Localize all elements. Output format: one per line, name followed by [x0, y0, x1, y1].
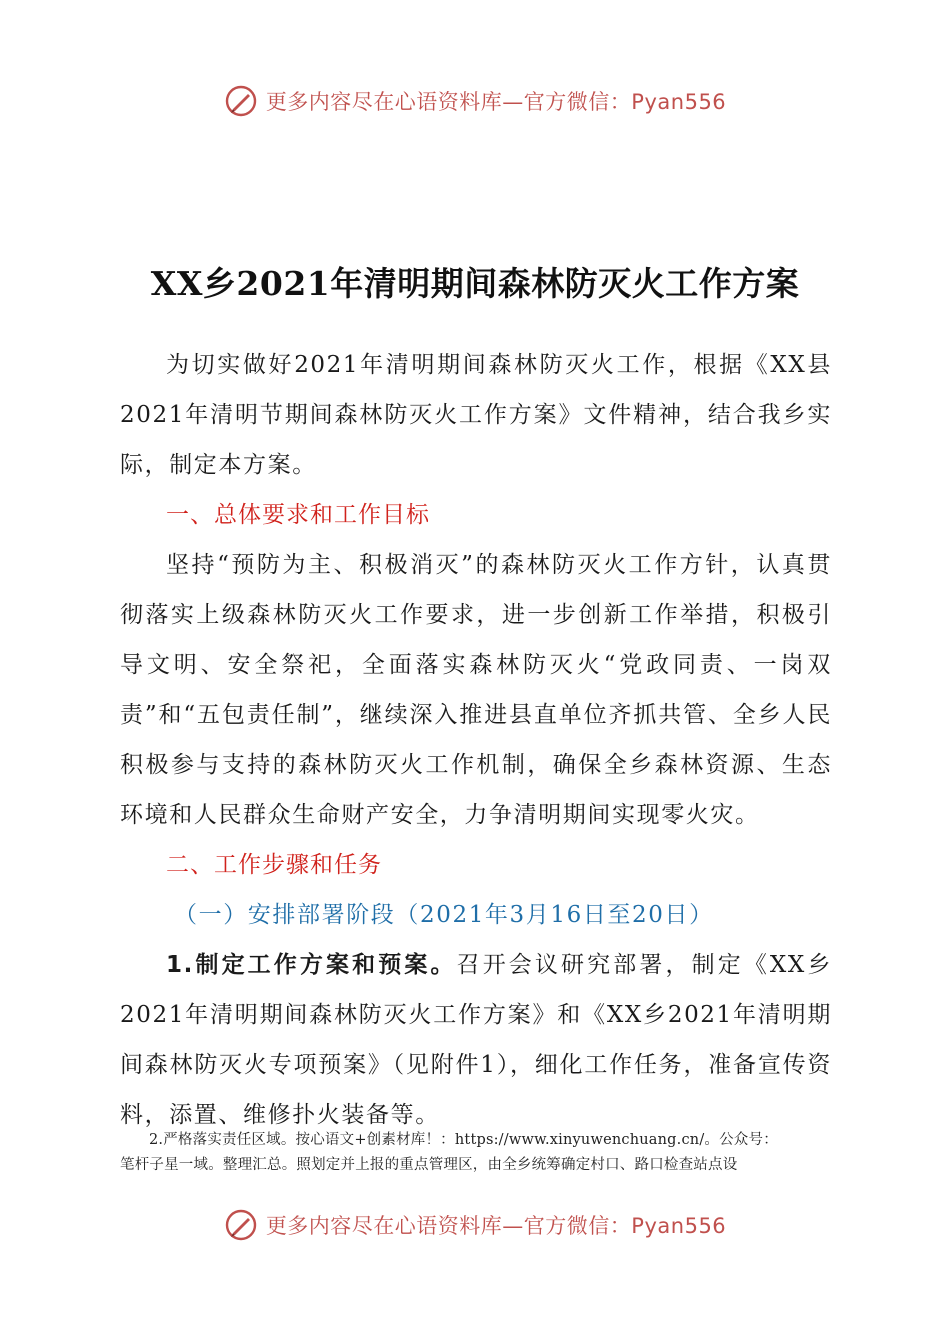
section1-paragraph: 坚持“预防为主、积极消灭”的森林防灭火工作方针，认真贯彻落实上级森林防灭火工作要求，进一步创新工作举措，积极引导文明、安全祭祀，全面落实森林防灭火“党政同责、一岗双责”和“五包责任制”，继续深入推进县直单位齐抓共管、全乡人民积极参与支持的森林防灭火工作机制，确保全乡森林资源、生态环境和人民群众生命财产安全，力争清明期间实现零火灾。 [120, 552, 832, 828]
item1-paragraph [120, 940, 832, 1140]
section-heading-2: 二、工作步骤和任务 [166, 852, 382, 878]
intro-paragraph: 为切实做好2021年清明期间森林防灭火工作，根据《XX县2021年清明节期间森林防灭火工作方案》文件精神，结合我乡实际，制定本方案。 [120, 352, 832, 478]
item1-lead: 1.制定工作方案和预案。 [166, 952, 457, 978]
watermark-text: 更多内容尽在心语资料库—官方微信：Pyan556 [265, 1214, 727, 1238]
pen-logo-icon [224, 84, 258, 118]
subsection-heading-1: （一）安排部署阶段（2021年3月16日至20日） [174, 902, 714, 928]
watermark-header [0, 84, 950, 118]
pen-logo-icon [224, 1208, 258, 1242]
section-heading-1: 一、总体要求和工作目标 [166, 502, 430, 528]
item1-body: 召开会议研究部署，制定《XX乡2021年清明期间森林防灭火工作方案》和《XX乡2021年清明期间森林防灭火专项预案》（见附件1），细化工作任务，准备宣传资料，添置、维修扑火装备等。 [120, 952, 832, 1128]
watermark-text: 更多内容尽在心语资料库—官方微信：Pyan556 [265, 90, 727, 114]
footnote [120, 1128, 832, 1178]
footnote-line-1: 2.严格落实责任区域。按心语文+创素材库！：https://www.xinyuwenchuang.cn/。公众号： [149, 1132, 778, 1148]
footnote-line-2: 笔杆子星一域。整理汇总。照划定并上报的重点管理区，由全乡统筹确定村口、路口检查站点设 [120, 1157, 738, 1173]
watermark-footer [0, 1208, 950, 1242]
document-title: XX乡2021年清明期间森林防灭火工作方案 [150, 264, 800, 303]
document-body [120, 340, 832, 1140]
